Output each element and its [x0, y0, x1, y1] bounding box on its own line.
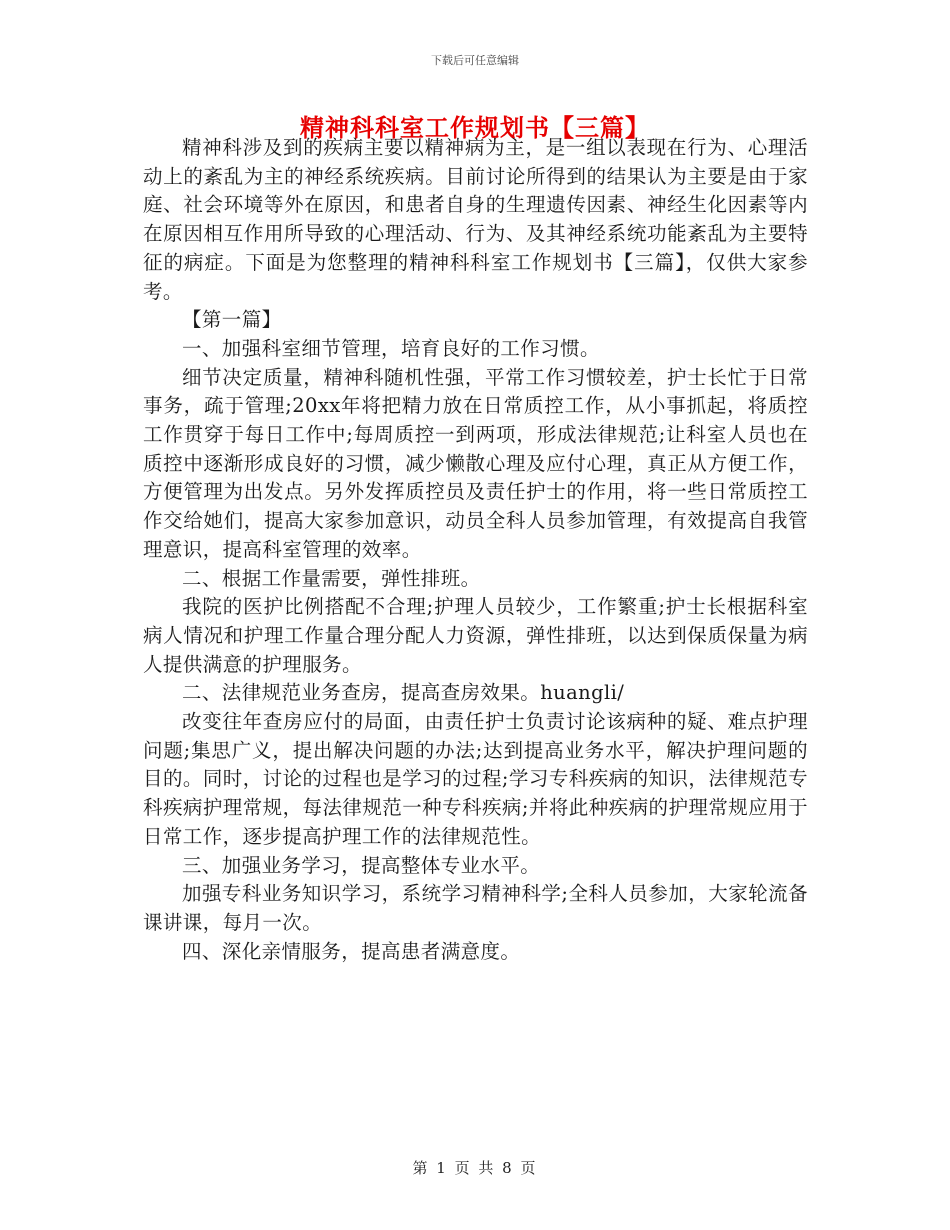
paragraph-item-2: 我院的医护比例搭配不合理;护理人员较少，工作繁重;护士长根据科室病人情况和护理工作量合理分配人力资源，弹性排班，以达到保质保量为病人提供满意的护理服务。: [143, 595, 808, 676]
heading-item-1: 一、加强科室细节管理，培育良好的工作习惯。: [182, 336, 600, 360]
page-number-footer: 第 1 页 共 8 页: [412, 1159, 538, 1177]
heading-item-3: 三、加强业务学习，提高整体专业水平。: [182, 853, 541, 877]
document-body: [143, 134, 808, 966]
heading-item-4: 四、深化亲情服务，提高患者满意度。: [182, 939, 521, 963]
header-note: 下载后可任意编辑: [431, 54, 519, 67]
paragraph-item-2b: 改变往年查房应付的局面，由责任护士负责讨论该病种的疑、难点护理问题;集思广义，提出解决问题的办法;达到提高业务水平，解决护理问题的目的。同时，讨论的过程也是学习的过程;学习专科疾病的知识，法律规范专科疾病护理常规，每法律规范一种专科疾病;并将此种疾病的护理常规应用于日常工作，逐步提高护理工作的法律规范性。: [143, 710, 808, 848]
paragraph-item-3: 加强专科业务知识学习，系统学习精神科学;全科人员参加，大家轮流备课讲课，每月一次。: [143, 882, 808, 934]
paragraph-item-1: 细节决定质量，精神科随机性强，平常工作习惯较差，护士长忙于日常事务，疏于管理;20xx年将把精力放在日常质控工作，从小事抓起，将质控工作贯穿于每日工作中;每周质控一到两项，形成法律规范;让科室人员也在质控中逐渐形成良好的习惯，减少懒散心理及应付心理，真正从方便工作，方便管理为出发点。另外发挥质控员及责任护士的作用，将一些日常质控工作交给她们，提高大家参加意识，动员全科人员参加管理，有效提高自我管理意识，提高科室管理的效率。: [143, 365, 808, 561]
heading-item-2b: 二、法律规范业务查房，提高查房效果。huangli/: [182, 681, 625, 705]
document-title: 精神科科室工作规划书【三篇】: [300, 113, 650, 142]
paragraph-intro: 精神科涉及到的疾病主要以精神病为主，是一组以表现在行为、心理活动上的紊乱为主的神经系统疾病。目前讨论所得到的结果认为主要是由于家庭、社会环境等外在原因，和患者自身的生理遗传因素、神经生化因素等内在原因相互作用所导致的心理活动、行为、及其神经系统功能紊乱为主要特征的病症。下面是为您整理的精神科科室工作规划书【三篇】，仅供大家参考。: [143, 136, 808, 303]
heading-item-2: 二、根据工作量需要，弹性排班。: [182, 566, 481, 590]
section-heading-part-one: 【第一篇】: [182, 308, 282, 332]
